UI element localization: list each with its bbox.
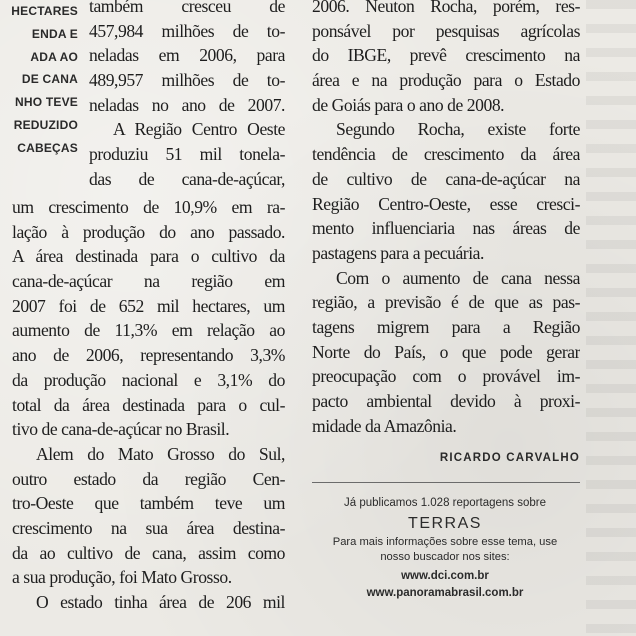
text-line: tivo de cana-de-açúcar no Brasil. xyxy=(12,419,230,440)
column-2-text xyxy=(312,0,580,438)
text-line: Norte do País, o que pode gerar xyxy=(312,341,580,362)
text-line: A área destinada para o cultivo da xyxy=(12,246,285,267)
text-line: outro estado da região Cen- xyxy=(12,468,285,489)
text-line: midade da Amazônia. xyxy=(312,415,457,436)
site-link-panorama: www.panoramabrasil.com.br xyxy=(366,587,524,600)
text-line: 489,957 milhões de to- xyxy=(89,70,285,91)
text-line: 457,984 milhões de to- xyxy=(89,20,285,41)
text-line: aumento de 11,3% em relação ao xyxy=(12,320,285,341)
caption-line: HECTARES xyxy=(11,4,78,18)
promo-info-line: nosso buscador nos sites: xyxy=(380,550,510,563)
text-line: O estado tinha área de 206 mil xyxy=(36,592,285,612)
text-line: a sua produção, foi Mato Grosso. xyxy=(12,567,232,588)
text-line: produziu 51 mil tonela- xyxy=(89,144,285,165)
text-line: mento influenciaria nas áreas de xyxy=(312,218,580,239)
text-line: pastagens para a pecuária. xyxy=(312,242,484,263)
text-line: tro-Oeste que também teve um xyxy=(12,493,285,514)
caption-line: DE CANA xyxy=(21,72,78,87)
column-1-bottom-text xyxy=(12,195,285,615)
text-line: preocupação com o provável im- xyxy=(312,366,580,387)
text-line: um crescimento de 10,9% em ra- xyxy=(12,197,285,217)
caption-line: NHO TEVE xyxy=(15,95,78,110)
text-line: ponsável por pesquisas agrícolas xyxy=(312,20,580,41)
text-line: neladas no ano de 2007. xyxy=(89,94,285,115)
text-line: lação à produção do ano passado. xyxy=(12,221,285,242)
text-line: Segundo Rocha, existe forte xyxy=(336,119,580,140)
promo-info-line: Para mais informações sobre esse tema, use xyxy=(332,536,558,548)
text-line: de Goiás para o ano de 2008. xyxy=(312,94,505,115)
text-line: da ao cultivo de cana, assim como xyxy=(12,542,285,563)
text-line: total da área destinada para o cul- xyxy=(12,394,285,415)
promo-box xyxy=(300,496,590,602)
caption-line: CABEÇAS xyxy=(17,140,78,155)
text-line: 2007 foi de 652 mil hectares, um xyxy=(12,295,285,316)
text-line: das de cana-de-açúcar, xyxy=(89,168,285,189)
text-line: crescimento na sua área destina- xyxy=(12,517,285,538)
text-line: Região Centro-Oeste, esse cresci- xyxy=(312,193,580,214)
column-1-top-text xyxy=(89,0,285,192)
text-line: ano de 2006, representando 3,3% xyxy=(12,345,285,366)
text-line: região, a previsão é de que as pas- xyxy=(312,292,580,313)
caption-line: REDUZIDO xyxy=(13,117,78,132)
promo-brand: TERRAS xyxy=(408,515,482,532)
text-line: Alem do Mato Grosso do Sul, xyxy=(36,443,285,464)
text-line: do IBGE, prevê crescimento na xyxy=(312,45,580,66)
text-line: tendência de crescimento da área xyxy=(312,144,580,165)
text-line: Com o aumento de cana nessa xyxy=(336,267,580,288)
photo-caption xyxy=(0,0,78,160)
text-line: tagens migrem para a Região xyxy=(312,316,580,337)
author-byline: RICARDO CARVALHO xyxy=(439,452,580,464)
section-divider xyxy=(312,482,580,483)
text-line: da produção nacional e 3,1% do xyxy=(12,369,285,390)
text-line: 2006. Neuton Rocha, porém, res- xyxy=(312,0,580,16)
text-line: neladas em 2006, para xyxy=(89,45,285,66)
text-line: também cresceu de xyxy=(89,0,285,16)
text-line: pacto ambiental devido à proxi- xyxy=(312,391,580,411)
text-line: cana-de-açúcar na região em xyxy=(12,271,285,292)
caption-line: ENDA E xyxy=(31,26,78,41)
caption-line: ADA AO xyxy=(30,49,78,64)
text-line: de cultivo de cana-de-açúcar na xyxy=(312,168,580,189)
text-line: área e na produção para o Estado xyxy=(312,70,580,91)
promo-intro: Já publicamos 1.028 reportagens sobre xyxy=(343,497,546,509)
text-line: A Região Centro Oeste xyxy=(113,119,285,140)
page-edge-bleed xyxy=(586,0,636,636)
site-link-dci: www.dci.com.br xyxy=(401,570,489,583)
